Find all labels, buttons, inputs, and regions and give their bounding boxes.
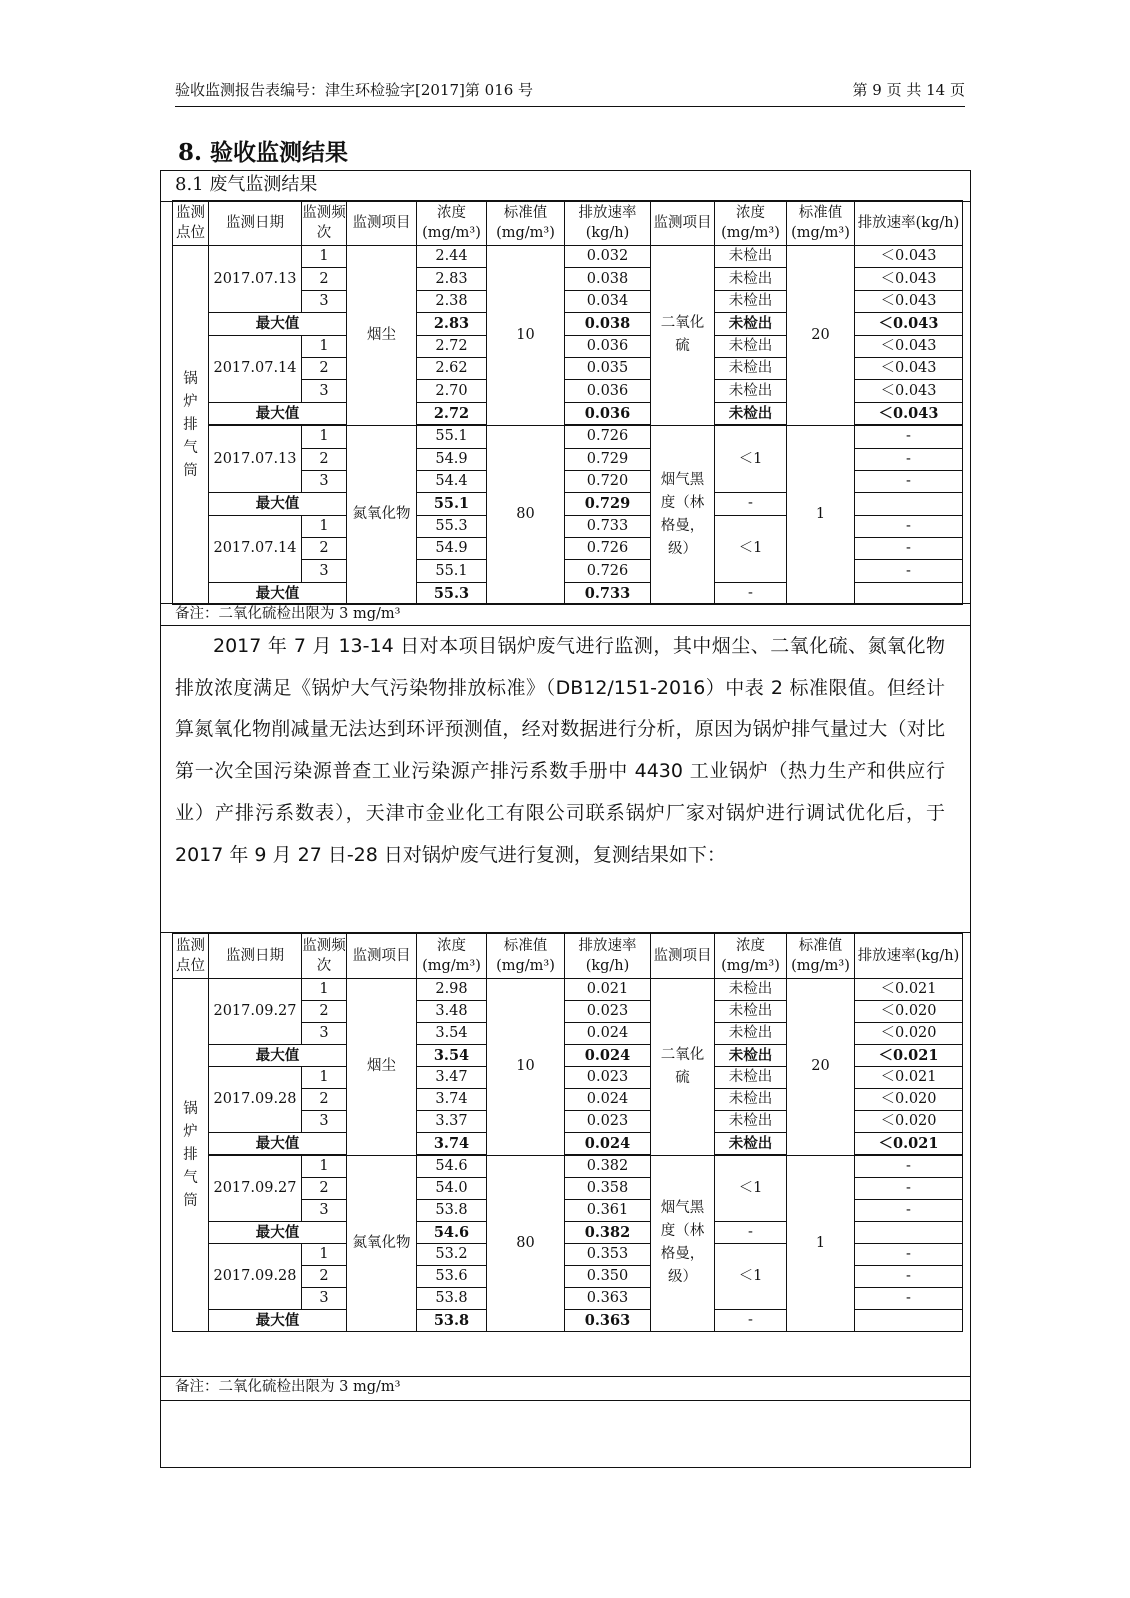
blackness-max: - — [715, 493, 787, 515]
emission-rate: 0.036 — [565, 335, 651, 357]
max-label: 最大值 — [209, 1133, 347, 1156]
frequency: 1 — [302, 515, 347, 537]
emission-rate-so2: ＜0.021 — [855, 1067, 963, 1089]
max-label: 最大值 — [209, 582, 347, 604]
concentration-so2: 未检出 — [715, 357, 787, 379]
blackness-value: ＜1 — [715, 1155, 787, 1222]
frequency: 2 — [302, 1266, 347, 1288]
blackness-value: ＜1 — [715, 1244, 787, 1310]
frequency: 2 — [302, 538, 347, 560]
emission-rate: 0.733 — [565, 515, 651, 537]
standard-so2: 20 — [787, 246, 855, 426]
frequency: 3 — [302, 1288, 347, 1310]
item-so2: 二氧化硫 — [651, 979, 715, 1156]
table-row — [173, 425, 963, 448]
report-number: 验收监测报告表编号：津生环检验字[2017]第 016 号 — [175, 81, 534, 99]
frequency: 3 — [302, 1200, 347, 1222]
concentration: 54.0 — [417, 1178, 487, 1200]
exhaust-table-2 — [172, 933, 963, 1332]
blackness-value: ＜1 — [715, 425, 787, 493]
blackness-value: ＜1 — [715, 515, 787, 582]
concentration-so2: 未检出 — [715, 1067, 787, 1089]
header-point: 监测点位 — [173, 201, 209, 246]
concentration: 3.37 — [417, 1111, 487, 1133]
concentration: 2.83 — [417, 313, 487, 335]
emission-rate-blackness: - — [855, 1200, 963, 1222]
emission-rate-so2: ＜0.043 — [855, 402, 963, 425]
monitor-date: 2017.09.27 — [209, 1155, 302, 1222]
concentration: 54.4 — [417, 470, 487, 492]
concentration: 53.8 — [417, 1310, 487, 1332]
emission-rate-so2: ＜0.043 — [855, 335, 963, 357]
monitor-date: 2017.07.13 — [209, 425, 302, 493]
emission-rate-so2: ＜0.020 — [855, 1089, 963, 1111]
max-label: 最大值 — [209, 1222, 347, 1244]
concentration-so2: 未检出 — [715, 1133, 787, 1156]
emission-rate: 0.350 — [565, 1266, 651, 1288]
concentration: 3.47 — [417, 1067, 487, 1089]
emission-rate: 0.024 — [565, 1133, 651, 1156]
concentration: 2.98 — [417, 979, 487, 1001]
analysis-paragraph: 2017 年 7 月 13-14 日对本项目锅炉废气进行监测，其中烟尘、二氧化硫、氮氧化物排放浓度满足《锅炉大气污染物排放标准》（DB12/151-2016）中表 2 标准限值。但经计算氮氧化物削减量无法达到环评预测值，经对数据进行分析，原因为锅炉排气量过大（对比第一次全国污染源普查工业污染源产排污系数手册中 4430 工业锅炉（热力生产和供应行业）产排污系数表），天津市金业化工有限公司联系锅炉厂家对锅炉进行调试优化后，于 2017 年 9 月 27 日-28 日对锅炉废气进行复测，复测结果如下： — [175, 635, 945, 866]
header-item2: 监测项目 — [651, 934, 715, 979]
emission-rate: 0.361 — [565, 1200, 651, 1222]
frequency: 3 — [302, 290, 347, 312]
standard-dust: 10 — [487, 246, 565, 426]
frequency: 2 — [302, 268, 347, 290]
emission-rate-blackness — [855, 1310, 963, 1332]
frequency: 2 — [302, 1178, 347, 1200]
max-label: 最大值 — [209, 493, 347, 515]
emission-rate: 0.353 — [565, 1244, 651, 1266]
concentration-so2: 未检出 — [715, 246, 787, 268]
table1-note: 备注：二氧化硫检出限为 3 mg/m³ — [175, 606, 401, 622]
header-std: 标准值(mg/m³) — [487, 934, 565, 979]
emission-rate-blackness: - — [855, 560, 963, 582]
table2-note: 备注：二氧化硫检出限为 3 mg/m³ — [175, 1379, 401, 1395]
max-label: 最大值 — [209, 1045, 347, 1067]
concentration: 3.48 — [417, 1001, 487, 1023]
concentration-so2: 未检出 — [715, 290, 787, 312]
header-conc: 浓度(mg/m³) — [417, 201, 487, 246]
header-rate: 排放速率(kg/h) — [565, 934, 651, 979]
emission-rate-so2: ＜0.021 — [855, 979, 963, 1001]
concentration: 2.72 — [417, 335, 487, 357]
concentration: 53.6 — [417, 1266, 487, 1288]
emission-rate-so2: ＜0.043 — [855, 268, 963, 290]
emission-rate-blackness: - — [855, 1178, 963, 1200]
emission-rate: 0.024 — [565, 1023, 651, 1045]
table-row — [173, 246, 963, 268]
header-std2: 标准值(mg/m³) — [787, 201, 855, 246]
emission-rate-so2: ＜0.021 — [855, 1133, 963, 1156]
concentration-so2: 未检出 — [715, 1111, 787, 1133]
frequency: 1 — [302, 425, 347, 448]
subsection-title: 8.1 废气监测结果 — [175, 174, 318, 195]
page-number: 第 9 页 共 14 页 — [852, 81, 965, 99]
header-conc: 浓度(mg/m³) — [417, 934, 487, 979]
section-title: 8. 验收监测结果 — [178, 139, 349, 166]
emission-rate-so2: ＜0.043 — [855, 313, 963, 335]
concentration: 3.54 — [417, 1023, 487, 1045]
header-date: 监测日期 — [209, 201, 302, 246]
monitor-point: 锅炉排气筒 — [173, 979, 209, 1332]
concentration: 3.74 — [417, 1089, 487, 1111]
emission-rate: 0.729 — [565, 448, 651, 470]
emission-rate: 0.720 — [565, 470, 651, 492]
blackness-max: - — [715, 582, 787, 604]
concentration: 55.1 — [417, 493, 487, 515]
emission-rate: 0.032 — [565, 246, 651, 268]
monitor-date: 2017.07.14 — [209, 515, 302, 582]
standard-so2: 20 — [787, 979, 855, 1156]
frequency: 3 — [302, 470, 347, 492]
frequency: 3 — [302, 1111, 347, 1133]
header-conc2: 浓度(mg/m³) — [715, 201, 787, 246]
item-nox: 氮氧化物 — [347, 1155, 417, 1332]
emission-rate: 0.363 — [565, 1310, 651, 1332]
item-smoke-blackness: 烟气黑度（林格曼，级） — [651, 425, 715, 605]
max-label: 最大值 — [209, 1310, 347, 1332]
concentration: 55.1 — [417, 560, 487, 582]
concentration: 53.2 — [417, 1244, 487, 1266]
emission-rate: 0.358 — [565, 1178, 651, 1200]
frequency: 2 — [302, 448, 347, 470]
header-point: 监测点位 — [173, 934, 209, 979]
emission-rate: 0.382 — [565, 1222, 651, 1244]
emission-rate: 0.035 — [565, 357, 651, 379]
frequency: 2 — [302, 357, 347, 379]
emission-rate-blackness: - — [855, 470, 963, 492]
header-std2: 标准值(mg/m³) — [787, 934, 855, 979]
frequency: 1 — [302, 335, 347, 357]
concentration: 3.54 — [417, 1045, 487, 1067]
emission-rate-blackness — [855, 1222, 963, 1244]
concentration: 54.9 — [417, 448, 487, 470]
concentration: 55.1 — [417, 425, 487, 448]
frequency: 1 — [302, 1067, 347, 1089]
header-conc2: 浓度(mg/m³) — [715, 934, 787, 979]
emission-rate: 0.024 — [565, 1089, 651, 1111]
item-dust: 烟尘 — [347, 246, 417, 426]
emission-rate: 0.023 — [565, 1067, 651, 1089]
frequency: 3 — [302, 560, 347, 582]
standard-nox: 80 — [487, 1155, 565, 1332]
frequency: 3 — [302, 1023, 347, 1045]
exhaust-table-1 — [172, 200, 963, 605]
emission-rate-so2: ＜0.020 — [855, 1023, 963, 1045]
emission-rate-so2: ＜0.043 — [855, 380, 963, 402]
monitor-date: 2017.07.13 — [209, 246, 302, 313]
concentration: 2.38 — [417, 290, 487, 312]
header-item2: 监测项目 — [651, 201, 715, 246]
note-divider-2b — [160, 1400, 971, 1401]
emission-rate-blackness — [855, 493, 963, 515]
concentration: 54.6 — [417, 1155, 487, 1178]
page-header — [175, 80, 965, 100]
emission-rate: 0.036 — [565, 380, 651, 402]
emission-rate-blackness: - — [855, 1244, 963, 1266]
header-std: 标准值(mg/m³) — [487, 201, 565, 246]
emission-rate-blackness: - — [855, 538, 963, 560]
concentration-so2: 未检出 — [715, 1045, 787, 1067]
emission-rate-so2: ＜0.020 — [855, 1111, 963, 1133]
concentration: 2.70 — [417, 380, 487, 402]
emission-rate-so2: ＜0.043 — [855, 246, 963, 268]
header-freq: 监测频次 — [302, 201, 347, 246]
concentration-so2: 未检出 — [715, 979, 787, 1001]
emission-rate: 0.382 — [565, 1155, 651, 1178]
emission-rate: 0.729 — [565, 493, 651, 515]
standard-dust: 10 — [487, 979, 565, 1156]
max-label: 最大值 — [209, 402, 347, 425]
emission-rate-blackness: - — [855, 448, 963, 470]
concentration-so2: 未检出 — [715, 1001, 787, 1023]
emission-rate: 0.726 — [565, 560, 651, 582]
concentration: 3.74 — [417, 1133, 487, 1156]
item-dust: 烟尘 — [347, 979, 417, 1156]
header-date: 监测日期 — [209, 934, 302, 979]
blackness-max: - — [715, 1222, 787, 1244]
concentration-so2: 未检出 — [715, 335, 787, 357]
header-item: 监测项目 — [347, 201, 417, 246]
item-so2: 二氧化硫 — [651, 246, 715, 426]
frequency: 1 — [302, 979, 347, 1001]
concentration-so2: 未检出 — [715, 1089, 787, 1111]
monitor-point: 锅炉排气筒 — [173, 246, 209, 605]
concentration-so2: 未检出 — [715, 268, 787, 290]
monitor-date: 2017.09.27 — [209, 979, 302, 1045]
concentration: 2.44 — [417, 246, 487, 268]
concentration: 2.83 — [417, 268, 487, 290]
frequency: 1 — [302, 246, 347, 268]
emission-rate: 0.038 — [565, 268, 651, 290]
emission-rate-blackness: - — [855, 1266, 963, 1288]
concentration: 54.9 — [417, 538, 487, 560]
emission-rate: 0.021 — [565, 979, 651, 1001]
emission-rate-so2: ＜0.043 — [855, 357, 963, 379]
table-row — [173, 979, 963, 1001]
monitor-date: 2017.09.28 — [209, 1067, 302, 1133]
emission-rate: 0.024 — [565, 1045, 651, 1067]
emission-rate: 0.038 — [565, 313, 651, 335]
frequency: 1 — [302, 1244, 347, 1266]
concentration: 55.3 — [417, 515, 487, 537]
emission-rate-blackness: - — [855, 515, 963, 537]
concentration-so2: 未检出 — [715, 313, 787, 335]
emission-rate-so2: ＜0.021 — [855, 1045, 963, 1067]
emission-rate: 0.036 — [565, 402, 651, 425]
frequency: 2 — [302, 1001, 347, 1023]
emission-rate: 0.034 — [565, 290, 651, 312]
monitor-date: 2017.07.14 — [209, 335, 302, 402]
emission-rate: 0.363 — [565, 1288, 651, 1310]
monitor-date: 2017.09.28 — [209, 1244, 302, 1310]
header-divider — [175, 106, 965, 107]
emission-rate-blackness: - — [855, 1288, 963, 1310]
emission-rate-blackness: - — [855, 1155, 963, 1178]
concentration: 2.62 — [417, 357, 487, 379]
concentration: 2.72 — [417, 402, 487, 425]
blackness-max: - — [715, 1310, 787, 1332]
concentration-so2: 未检出 — [715, 1023, 787, 1045]
emission-rate-blackness — [855, 582, 963, 604]
header-rate2: 排放速率(kg/h) — [855, 201, 963, 246]
emission-rate: 0.023 — [565, 1111, 651, 1133]
concentration: 53.8 — [417, 1288, 487, 1310]
emission-rate-blackness: - — [855, 425, 963, 448]
emission-rate: 0.733 — [565, 582, 651, 604]
emission-rate: 0.726 — [565, 538, 651, 560]
header-rate: 排放速率(kg/h) — [565, 201, 651, 246]
header-freq: 监测频次 — [302, 934, 347, 979]
item-smoke-blackness: 烟气黑度（林格曼，级） — [651, 1155, 715, 1332]
item-nox: 氮氧化物 — [347, 425, 417, 605]
standard-nox: 80 — [487, 425, 565, 605]
emission-rate: 0.023 — [565, 1001, 651, 1023]
frequency: 3 — [302, 380, 347, 402]
concentration: 54.6 — [417, 1222, 487, 1244]
header-rate2: 排放速率(kg/h) — [855, 934, 963, 979]
emission-rate-so2: ＜0.043 — [855, 290, 963, 312]
table-row — [173, 1155, 963, 1178]
standard-blackness: 1 — [787, 425, 855, 605]
header-item: 监测项目 — [347, 934, 417, 979]
frequency: 1 — [302, 1155, 347, 1178]
max-label: 最大值 — [209, 313, 347, 335]
standard-blackness: 1 — [787, 1155, 855, 1332]
concentration-so2: 未检出 — [715, 402, 787, 425]
frequency: 2 — [302, 1089, 347, 1111]
concentration: 53.8 — [417, 1200, 487, 1222]
concentration-so2: 未检出 — [715, 380, 787, 402]
concentration: 55.3 — [417, 582, 487, 604]
emission-rate: 0.726 — [565, 425, 651, 448]
emission-rate-so2: ＜0.020 — [855, 1001, 963, 1023]
